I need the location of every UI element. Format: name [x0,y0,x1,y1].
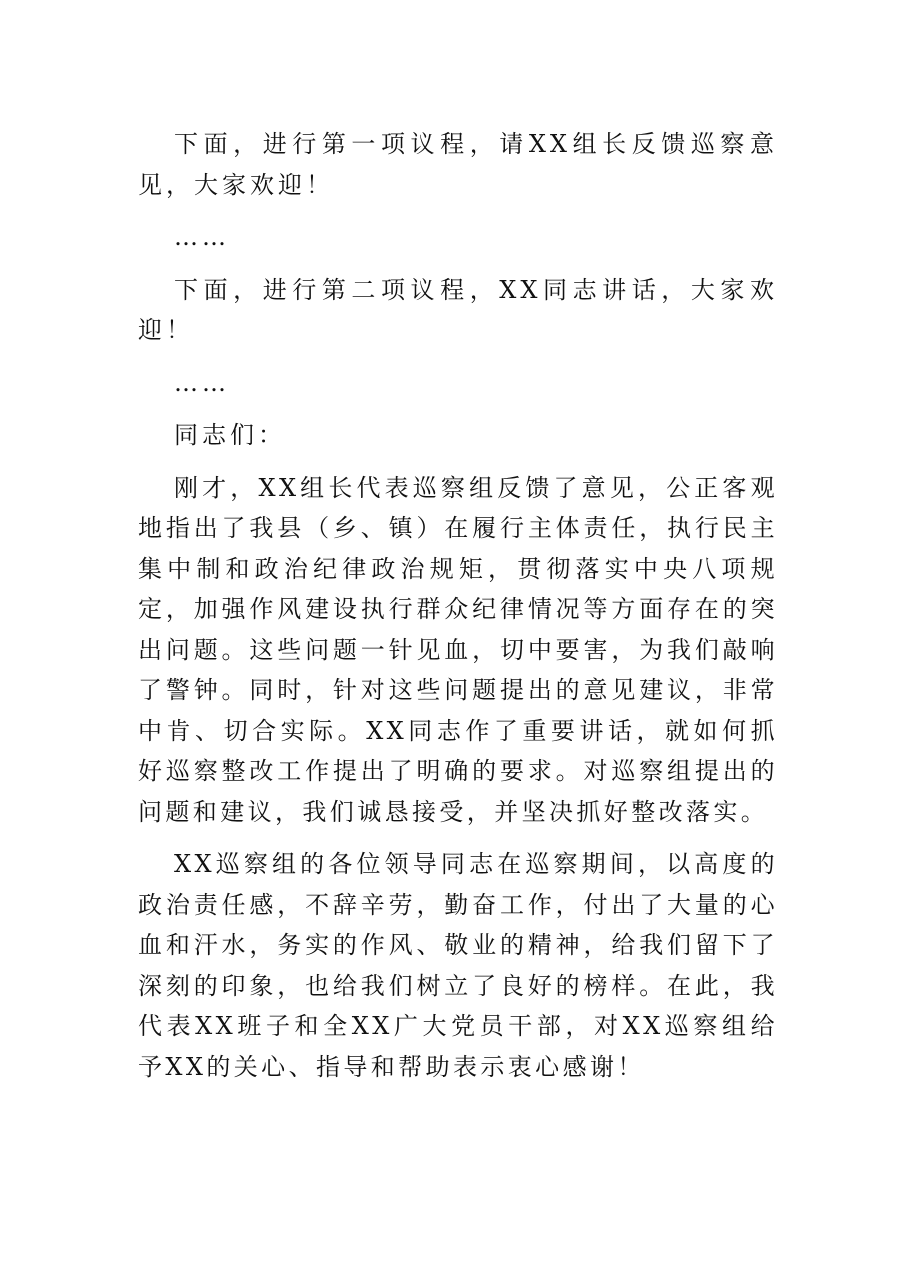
agenda-item-1-paragraph: 下面，进行第一项议程，请XX组长反馈巡察意见，大家欢迎！ [138,130,778,199]
feedback-summary-paragraph: 刚才，XX组长代表巡察组反馈了意见，公正客观地指出了我县（乡、镇）在履行主体责任，执行民主集中制和政治纪律政治规矩，贯彻落实中央八项规定，加强作风建设执行群众纪律情况等方面存在的突出问题。这些问题一针见血，切中要害，为我们敲响了警钟。同时，针对这些问题提出的意见建议，非常中肯、切合实际。XX同志作了重要讲话，就如何抓好巡察整改工作提出了明确的要求。对巡察组提出的问题和建议，我们诚恳接受，并坚决抓好整改落实。 [138,473,778,826]
agenda-item-2-paragraph: 下面，进行第二项议程，XX同志讲话，大家欢迎！ [138,275,778,344]
document-body [138,124,778,1099]
ellipsis-paragraph: …… [174,223,230,251]
salutation-paragraph: 同志们： [174,421,286,449]
thanks-paragraph: XX巡察组的各位领导同志在巡察期间，以高度的政治责任感，不辞辛劳，勤奋工作，付出了大量的心血和汗水，务实的作风、敬业的精神，给我们留下了深刻的印象，也给我们树立了良好的榜样。在此，我代表XX班子和全XX广大党员干部，对XX巡察组给予XX的关心、指导和帮助表示衷心感谢！ [138,850,778,1081]
ellipsis-paragraph: …… [174,368,230,397]
